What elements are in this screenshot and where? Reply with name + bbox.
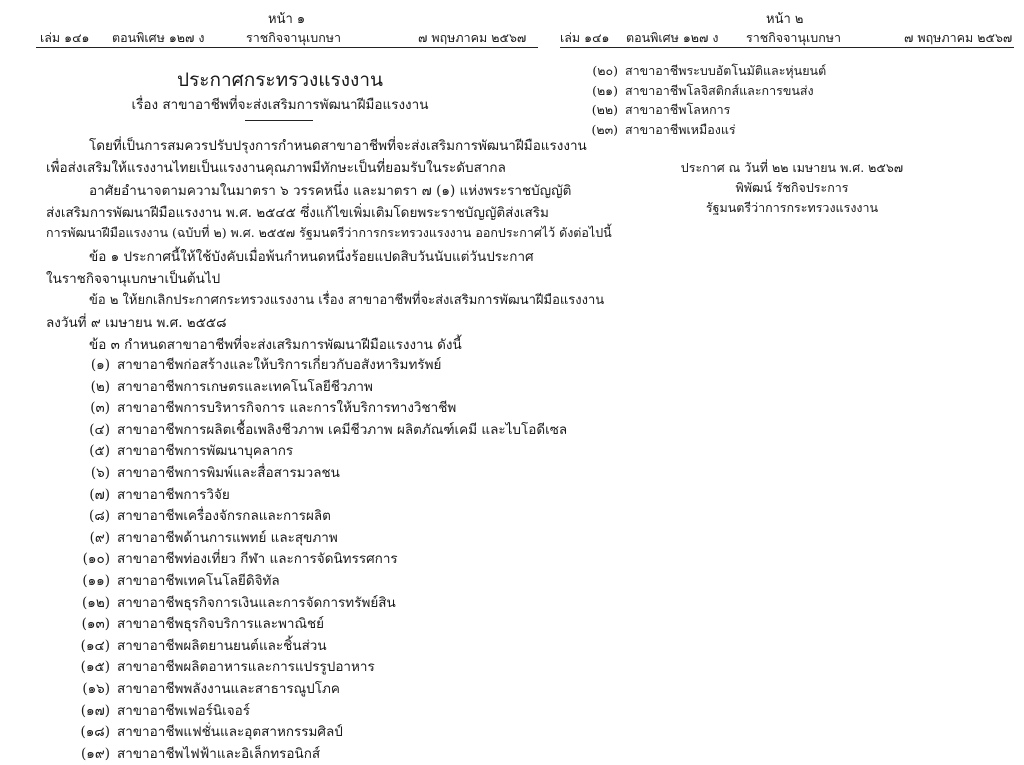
list-item-number: (๖): [90, 465, 110, 481]
list-item-number: (๑๑): [82, 573, 110, 589]
list-item-number: (๒): [90, 378, 110, 395]
body-line: เพื่อส่งเสริมให้แรงงานไทยเป็นแรงงานคุณภาพมีทักษะเป็นที่ยอมรับในระดับสากล: [46, 160, 506, 176]
body-line: การพัฒนาฝีมือแรงงาน (ฉบับที่ ๒) พ.ศ. ๒๕๕๗ รัฐมนตรีว่าการกระทรวงแรงงาน ออกประกาศไว้ ดังต่อไปนี้: [46, 225, 612, 240]
list-item-text: สาขาอาชีพระบบอัตโนมัติและหุ่นยนต์: [625, 63, 827, 78]
list-item-text: สาขาอาชีพเหมืองแร่: [625, 121, 736, 137]
list-item-text: สาขาอาชีพท่องเที่ยว กีฬา และการจัดนิทรรศการ: [117, 551, 398, 568]
header-volume: เล่ม ๑๔๑: [40, 30, 90, 45]
list-item-number: (๑๓): [81, 616, 110, 633]
header-rule: [36, 47, 538, 48]
list-item-number: (๔): [89, 421, 110, 438]
list-item-text: สาขาอาชีพโลหการ: [625, 102, 731, 117]
list-item-number: (๑๙): [81, 745, 110, 762]
body-line: ข้อ ๓ กำหนดสาขาอาชีพที่จะส่งเสริมการพัฒนาฝีมือแรงงาน ดังนี้: [89, 337, 462, 353]
list-item-text: สาขาอาชีพด้านการแพทย์ และสุขภาพ: [117, 529, 338, 546]
signatory-name: พิพัฒน์ รัชกิจประการ: [735, 180, 849, 195]
list-item-number: (๘): [89, 508, 110, 525]
list-item-number: (๕): [89, 443, 110, 460]
list-item-text: สาขาอาชีพการพิมพ์และสื่อสารมวลชน: [117, 465, 340, 481]
list-item-number: (๒๐): [592, 63, 618, 78]
list-item-text: สาขาอาชีพการวิจัย: [117, 486, 230, 503]
body-line: ในราชกิจจานุเบกษาเป็นต้นไป: [46, 271, 221, 287]
list-item-number: (๑๔): [80, 637, 110, 654]
header-section: ตอนพิเศษ ๑๒๗ ง: [112, 30, 205, 45]
list-item-number: (๑๒): [81, 594, 110, 611]
announcement-date: ประกาศ ณ วันที่ ๒๒ เมษายน พ.ศ. ๒๕๖๗: [680, 160, 904, 175]
header-date: ๗ พฤษภาคม ๒๕๖๗: [418, 30, 527, 45]
body-line: ส่งเสริมการพัฒนาฝีมือแรงงาน พ.ศ. ๒๕๔๕ ซึ่งแก้ไขเพิ่มเติมโดยพระราชบัญญัติส่งเสริม: [46, 205, 549, 221]
announcement-title: ประกาศกระทรวงแรงงาน: [177, 69, 383, 91]
list-item-number: (๑๗): [80, 702, 110, 719]
announcement-subject: เรื่อง สาขาอาชีพที่จะส่งเสริมการพัฒนาฝีมือแรงงาน: [131, 97, 429, 113]
list-item-text: สาขาอาชีพการผลิตเชื้อเพลิงชีวภาพ เคมีชีวภาพ ผลิตภัณฑ์เคมี และไบโอดีเซล: [117, 421, 568, 438]
signatory-position: รัฐมนตรีว่าการกระทรวงแรงงาน: [705, 200, 879, 215]
list-item-number: (๑๐): [82, 551, 110, 568]
list-item-text: สาขาอาชีพเครื่องจักรกลและการผลิต: [117, 508, 331, 525]
list-item-number: (๑): [90, 357, 110, 373]
list-item-number: (๑๖): [82, 681, 110, 697]
header-gazette: ราชกิจจานุเบกษา: [246, 30, 342, 45]
body-line: ข้อ ๑ ประกาศนี้ให้ใช้บังคับเมื่อพ้นกำหนดหนึ่งร้อยแปดสิบวันนับแต่วันประกาศ: [89, 249, 534, 265]
body-line: โดยที่เป็นการสมควรปรับปรุงการกำหนดสาขาอาชีพที่จะส่งเสริมการพัฒนาฝีมือแรงงาน: [89, 138, 587, 154]
list-item-text: สาขาอาชีพพลังงานและสาธารณูปโภค: [117, 681, 340, 697]
list-item-text: สาขาอาชีพไฟฟ้าและอิเล็กทรอนิกส์: [117, 745, 321, 762]
list-item-number: (๒๒): [591, 102, 618, 117]
list-item-text: สาขาอาชีพการพัฒนาบุคลากร: [117, 443, 294, 460]
list-item-number: (๒๑): [592, 82, 618, 98]
list-item-text: สาขาอาชีพธุรกิจการเงินและการจัดการทรัพย์สิน: [117, 594, 396, 611]
header-rule: [560, 47, 1014, 48]
list-item-text: สาขาอาชีพผลิตยานยนต์และชิ้นส่วน: [117, 637, 327, 654]
page-number: หน้า ๑: [268, 12, 306, 27]
body-line: อาศัยอำนาจตามความในมาตรา ๖ วรรคหนึ่ง และมาตรา ๗ (๑) แห่งพระราชบัญญัติ: [89, 183, 572, 199]
list-item-text: สาขาอาชีพเฟอร์นิเจอร์: [117, 702, 251, 719]
list-item-text: สาขาอาชีพเทคโนโลยีดิจิทัล: [117, 573, 280, 589]
header-section: ตอนพิเศษ ๑๒๗ ง: [626, 30, 719, 45]
header-gazette: ราชกิจจานุเบกษา: [746, 30, 842, 45]
list-item-text: สาขาอาชีพการเกษตรและเทคโนโลยีชีวภาพ: [117, 378, 373, 395]
page-number: หน้า ๒: [766, 12, 804, 27]
list-item-number: (๗): [89, 486, 110, 503]
list-item-text: สาขาอาชีพโลจิสติกส์และการขนส่ง: [625, 82, 814, 98]
list-item-text: สาขาอาชีพธุรกิจบริการและพาณิชย์: [117, 616, 325, 633]
list-item-number: (๑๕): [80, 659, 110, 676]
header-volume: เล่ม ๑๔๑: [560, 30, 610, 45]
list-item-number: (๙): [89, 529, 110, 546]
list-item-text: สาขาอาชีพผลิตอาหารและการแปรรูปอาหาร: [117, 659, 375, 676]
title-divider: [245, 120, 313, 121]
header-date: ๗ พฤษภาคม ๒๕๖๗: [904, 30, 1013, 45]
list-item-text: สาขาอาชีพก่อสร้างและให้บริการเกี่ยวกับอสังหาริมทรัพย์: [117, 357, 442, 373]
list-item-number: (๑๘): [80, 724, 110, 741]
body-line: ข้อ ๒ ให้ยกเลิกประกาศกระทรวงแรงงาน เรื่อง สาขาอาชีพที่จะส่งเสริมการพัฒนาฝีมือแรงงาน: [89, 293, 605, 308]
gazette-page-2: [560, 0, 1024, 765]
list-item-text: สาขาอาชีพการบริหารกิจการ และการให้บริการทางวิชาชีพ: [117, 400, 457, 417]
list-item-number: (๒๓): [591, 121, 618, 137]
list-item-text: สาขาอาชีพแฟชั่นและอุตสาหกรรมศิลป์: [117, 724, 343, 741]
list-item-number: (๓): [90, 400, 110, 417]
body-line: ลงวันที่ ๙ เมษายน พ.ศ. ๒๕๕๘: [46, 315, 227, 331]
